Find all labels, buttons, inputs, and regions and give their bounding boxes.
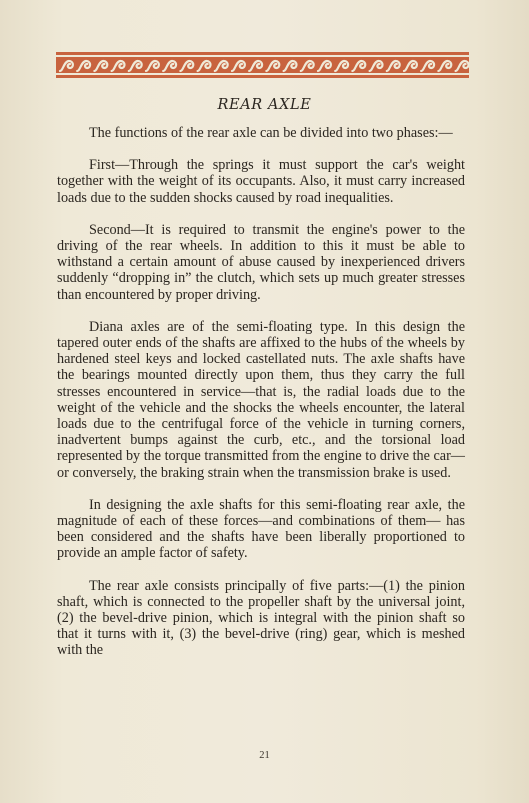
paragraph: The rear axle consists principally of five parts:—(1) the pinion shaft, which is connected to the propeller shaft by the universal joint, (2) the bevel-drive pinion, which is integral with the pinion shaft so that it turns with it, (3) the bevel-drive (ring) gear, which is meshed with the (57, 577, 465, 659)
paragraph: First—Through the springs it must support the car's weight together with the weight of its occupants. Also, it must carry increased loads due to the sudden shocks caused by road inequalities. (57, 157, 465, 206)
paragraph: Diana axles are of the semi-floating type. In this design the tapered outer ends of the shafts are affixed to the hubs of the wheels by hardened steel keys and locked castellated nuts. The axle shafts have the bearings mounted directly upon them, thus they carry the full stresses encountered in service—that is, the radial loads due to the weight of the vehicle and the shocks the wheels encounter, the lateral loads due to the centrifugal force of the vehicle in turning corners, inadvertent bumps against the curb, etc., and the torsional load represented by the torque transmitted from the engine to drive the car—or conversely, the braking strain when the transmission brake is used. (57, 318, 465, 481)
paragraph: The functions of the rear axle can be divided into two phases:— (89, 125, 453, 141)
page-number: 21 (259, 750, 270, 761)
paragraph: In designing the axle shafts for this semi-floating rear axle, the magnitude of each of these forces—and combinations of them— has been considered and the shafts have been liberally proportioned to provide an ample factor of safety. (57, 496, 465, 562)
body-text (57, 125, 465, 675)
decorative-wave-border (56, 52, 469, 78)
paragraph: Second—It is required to transmit the engine's power to the driving of the rear wheels. In addition to this it must be able to withstand a certain amount of abuse caused by inexperienced drivers suddenly “dropping in” the clutch, which sets up much greater stresses than encountered by proper driving. (57, 221, 465, 303)
section-title: REAR AXLE (217, 97, 312, 113)
